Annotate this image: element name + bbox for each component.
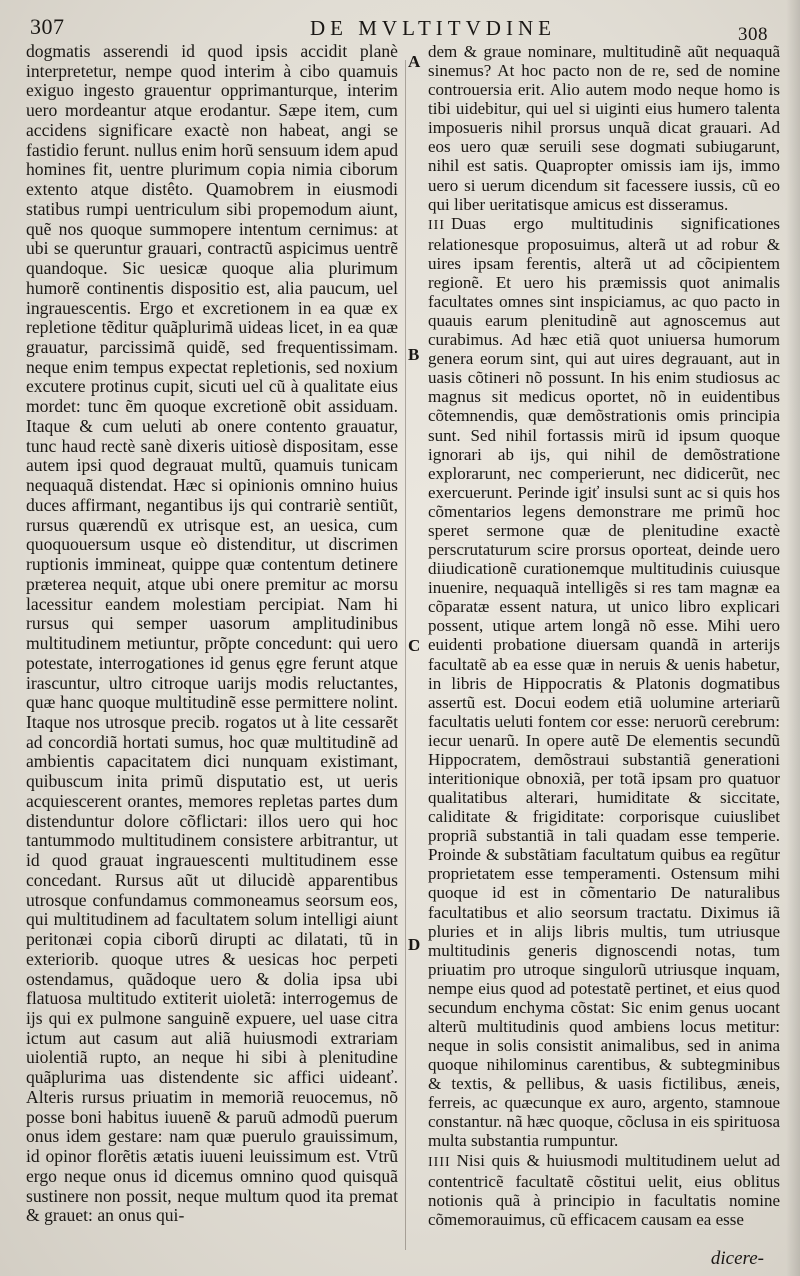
margin-marker-c: C <box>408 636 421 655</box>
left-column <box>26 42 398 1226</box>
running-title: DE MVLTITVDINE <box>310 16 556 40</box>
running-head <box>0 0 800 44</box>
margin-marker-d: D <box>408 935 421 954</box>
right-paragraph-2 <box>428 214 780 1151</box>
right-paragraph-3 <box>428 1151 780 1229</box>
margin-marker-a: A <box>408 52 421 71</box>
right-paragraph-1: dem & graue nominare, multitudinẽ aũt nequaquã sinemus? At hoc pacto non de re, sed de nomine controuersia erit. Alio autem modo neque homo is tibi uidebitur, qui uel si uiginti eius humero talenta imposueris nihil prorsus unquã dicat grauari. Ad eos uero quæ seruili sese dogmati subiugarunt, nihil est satis. Quapropter omissis iam ijs, immo uero si uerum dicendum sit facessere iussis, cũ eo qui liber ueritatisque amicus est disseramus. <box>428 42 780 214</box>
catchword: dicere- <box>710 1248 764 1269</box>
column-divider <box>405 60 406 1250</box>
page-edge-shadow <box>786 0 800 1276</box>
section-number-3: III <box>428 217 445 233</box>
section-number-4: IIII <box>428 1154 451 1170</box>
right-paragraph-3-text: Nisi quis & huiusmodi multitudinem uelut ad contentricẽ facultatẽ cõstitui uelit, eius oblitus notionis quã à principio in facultatis nomine cõmemorauimus, cũ efficacem causam ea esse <box>428 1150 780 1229</box>
page-number-right: 308 <box>738 24 768 45</box>
right-column <box>428 42 780 1229</box>
page-number-left: 307 <box>30 14 65 39</box>
left-paragraph-1: dogmatis asserendi id quod ipsis accidit planè interpretetur, nempe quod interim à cibo quamuis exiguo ingesto grauentur opprimanturque, interim uero mordeantur atque erodantur. Sæpe item, cum accidens significare exactè non habeat, angi se fastidio ferunt. nullus enim horũ sensuum idem apud homines fit, uentre plurimum copia nimia ciborum extento atque distêto. Quamobrem in eiusmodi statibus rumpi uentriculum sibi propemodum aiunt, quẽ nos quoque summopere intentum cernimus: at ubi se queruntur grauari, contractũ aspicimus uentrẽ quandoque. Sic uesicæ quoque alia plurimum humorẽ continentis dispositio est, alia paucum, uel ingrauescentis. Ergo et excretionem in ea quæ ex repletione tẽditur quãplurimã uideas licet, in ea quæ grauatur, parcissimã quidẽ, sed frequentissimam. neque enim tempus expectat repletionis, sed noxium excutere protinus cupit, sicuti uel cũ à qualitate eius mordet: tunc ẽm quoque excretionẽ obit assiduam. Itaque & cum ueluti ab onere contento grauatur, tunc haud rectè sanè dixeris uitiosè dispositam, esse autem ipsi quod degrauat multũ, quamuis tunicam nequaquã distendat. Hæc si opinionis omnino huius duces affirmant, negantibus ijs qui contrariè sentiũt, rursus quærendũ ex utrisque est, an uesica, cum quoquouersum usque eò distenditur, ut discrimen ruptionis immineat, quippe quæ contentum detinere præterea nequit, atque ubi onere premitur ac morsu lacessitur eandem molestiam percipiat. Nam hi rursus qui semper uasorum amplitudinibus multitudinem metiuntur, prõpte concedunt: qui uero potestate, interrogationes id genus ęgre ferunt atque irascuntur, ultro citroque uarijs modis reluctantes, quæ hanc quoque multitudinẽ esse permittere nolint. Itaque nos utrosque precib. rogatos ut à lite cessarẽt ad concordiã hortati sumus, hoc quæ multitudinẽ ad ambientis capacitatem dici nunquam existimant, quibuscum inita primũ disputatio est, ut ueris acquiescerent orantes, memores repletas partes dum distenduntur dolore cõflictari: illos uero qui hoc tantummodo multitudinem consistere arbitrantur, ut id quod grauat ingrauescenti multitudinem esse concedant. Rursus aũt ut dilucidè apparentibus utrosque confundamus commoneamus seorsum eos, qui multitudinem ad facultatem solum intelligi aiunt peritonæi copia ciborũ dirupti ac dilatati, tũ in exteriorib. quoque utres & uesicas hoc perpeti ostendamus, quãdoque uero & dolia ipsa ubi flatuosa multitudo extiterit uioletã: interrogemus de ijs qui ex pulmone sanguinẽ expuere, uel uase citra ictum aut casum aut aliã huiusmodi extrariam uiolentiã rupto, an neque hi sibi à plenitudine quãplurima uas distendente sic affici uideanť. Alteris rursus priuatim in memoriã reuocemus, nõ posse boni habitus iuuenẽ & paruũ admodũ puerum onus idem gestare: nam quæ puerulo grauissimum, id opinor florẽtis ætatis iuueni leuissimum est. Vtrũ ergo neque onus id dicemus omnino quod quisquã sustinere non possit, neque multum quod ita premat & grauet: an onus qui- <box>26 41 398 1226</box>
margin-marker-b: B <box>408 345 420 364</box>
right-paragraph-2-text: Duas ergo multitudinis significationes relationesque proposuimus, alterã ut ad robur & uires ipsam ferentis, alterã ut ad cõcipientem regionẽ. Et uero his præmissis quot animalis facultates omnes sint inspiciamus, ac quo pacto in quauis earum plenitudinẽ aut agnoscemus aut curabimus. Ad hæc etiã quot uniuersa humorum genera eorum sint, qui aut uires degrauant, aut in uasis cõtineri nõ possunt. In his enim studiosus ac magnus sit medicus oportet, nõ in euidentibus cõtemnendis, quæ demõstrationis omis principia sunt. Sed nihil fortassis mirũ id ipsum quoque ignorari ab ijs, qui nihil de demõstratione explorarunt, nec comperierunt, nec didicerũt, nec exercuerunt. Perinde igiť insulsi sunt ac si quis hos cõmentarios legens demonstrare me primũ hoc speret sermone quæ de plenitudine exactè perscrutaturum scire prorsus oporteat, deinde uero diiudicationẽ curationemque multitudinis cuiusque inuenire, nequaquã intelligẽs si res tam magnæ ea cõparatæ essent natura, ut unico libro explicari possent, utique artem longã nõ esse. Mihi uero euidenti probatione diuersam quandã in arterijs facultatẽ ab ea esse quæ in neruis & uenis habetur, in libris de Hippocratis & Platonis dogmatibus assertũ est. Docui eodem etiã uolumine arteriarũ facultatis ueluti fontem cor esse: neruorũ cerebrum: iecur uenarũ. In opere autẽ De elementis secundũ Hippocratem, demõstraui substantiã generationi interitionique obnoxiã, per totã ipsam pro quatuor qualitatibus alterari, humiditate & siccitate, caliditate & frigiditate: corporisque cuiuslibet propriã substantiã in tali quadam esse temperie. Proinde & substãtiam facultatum quibus ea regũtur proprietatem esse temperamenti. Ostensum mihi quoque id est in cõmentario De naturalibus facultatibus et alio seorsum tractatu. Diximus iã pluries et in alijs libris multis, tum utriusque multitudinis generis dignoscendi notas, tum priuatim pro utroque singulorũ utriusque inquam, nempe eius quod ad potestatẽ pertinet, et eius quod secundum enchyma cõstat: Sic enim genus uocant alterũ multitudinis quod ambiens locus metitur: neque in solis consistit animalibus, sed in anima quoque nihilominus carentibus, & subtegminibus & textis, & pellibus, & uasis fictilibus, æneis, ferreis, ac quæcunque ex auro, argento, stamnoue constantur. nã hæc quoque, cõclusa in eis spirituosa multa substantia rumpuntur. <box>428 213 780 1151</box>
